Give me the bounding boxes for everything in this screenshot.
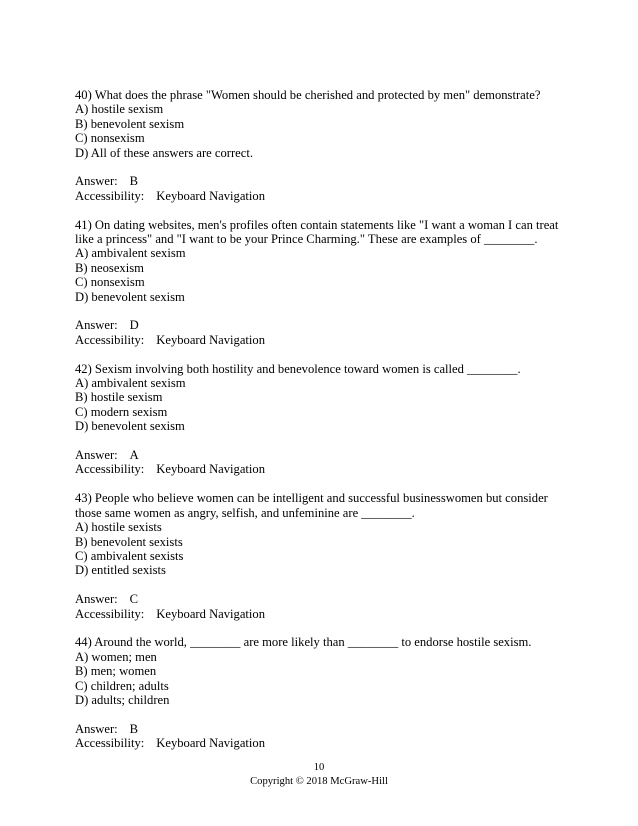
question-stem: 44) Around the world, ________ are more likely than ________ to endorse hostile sexism. <box>75 635 532 650</box>
accessibility-line <box>75 462 575 476</box>
accessibility-line <box>75 607 575 621</box>
option-c: C) children; adults <box>75 678 169 693</box>
question-43 <box>75 491 575 577</box>
option-a: A) ambivalent sexism <box>75 376 186 391</box>
option-c: C) ambivalent sexists <box>75 548 184 563</box>
question-stem: 42) Sexism involving both hostility and benevolence toward women is called ________. <box>75 361 521 376</box>
option-d: D) All of these answers are correct. <box>75 145 253 160</box>
option-b: B) benevolent sexism <box>75 116 185 131</box>
option-a: A) hostile sexism <box>75 102 164 117</box>
question-stem: 41) On dating websites, men's profiles often contain statements like "I want a woman I can treat <box>75 217 559 232</box>
question-stem-continued: those same women as angry, selfish, and unfeminine are ________. <box>75 505 415 520</box>
document-body <box>75 88 575 765</box>
option-b: B) benevolent sexists <box>75 534 183 549</box>
answer-value: C <box>129 592 139 607</box>
accessibility-label: Accessibility: <box>75 188 145 203</box>
answer-value: B <box>129 174 139 189</box>
accessibility-label: Accessibility: <box>75 606 145 621</box>
question-stem: 40) What does the phrase "Women should be cherished and protected by men" demonstrate? <box>75 88 541 102</box>
accessibility-label: Accessibility: <box>75 462 145 477</box>
option-b: B) neosexism <box>75 260 144 275</box>
answer-line <box>75 448 575 462</box>
answer-label: Answer: <box>75 592 118 607</box>
answer-label: Answer: <box>75 448 118 463</box>
accessibility-value: Keyboard Navigation <box>156 736 266 751</box>
answer-label: Answer: <box>75 174 118 189</box>
copyright-notice: Copyright © 2018 McGraw-Hill <box>250 776 388 787</box>
answer-block-43 <box>75 592 575 621</box>
question-40 <box>75 88 575 160</box>
option-a: A) ambivalent sexism <box>75 246 186 261</box>
question-42 <box>75 362 575 434</box>
option-b: B) hostile sexism <box>75 390 163 405</box>
accessibility-label: Accessibility: <box>75 332 145 347</box>
option-c: C) nonsexism <box>75 275 145 290</box>
page-number: 10 <box>313 762 325 773</box>
answer-value: A <box>129 448 139 463</box>
answer-line <box>75 722 575 736</box>
question-stem: 43) People who believe women can be intelligent and successful businesswomen but consider <box>75 491 548 506</box>
accessibility-value: Keyboard Navigation <box>156 462 266 477</box>
answer-value: B <box>129 721 139 736</box>
accessibility-line <box>75 736 575 750</box>
answer-line <box>75 318 575 332</box>
question-44 <box>75 635 575 707</box>
answer-value: D <box>129 318 139 333</box>
question-stem-continued: like a princess" and "I want to be your Prince Charming." These are examples of ________. <box>75 232 538 247</box>
answer-block-42 <box>75 448 575 477</box>
answer-label: Answer: <box>75 721 118 736</box>
option-b: B) men; women <box>75 664 157 679</box>
answer-line <box>75 174 575 188</box>
option-a: A) hostile sexists <box>75 520 162 535</box>
answer-block-41 <box>75 318 575 347</box>
option-c: C) modern sexism <box>75 404 168 419</box>
option-c: C) nonsexism <box>75 131 145 146</box>
accessibility-line <box>75 333 575 347</box>
answer-line <box>75 592 575 606</box>
option-d: D) benevolent sexism <box>75 289 185 304</box>
accessibility-line <box>75 189 575 203</box>
option-d: D) entitled sexists <box>75 563 166 578</box>
option-d: D) adults; children <box>75 692 170 707</box>
answer-label: Answer: <box>75 318 118 333</box>
accessibility-label: Accessibility: <box>75 736 145 751</box>
option-d: D) benevolent sexism <box>75 419 185 434</box>
option-a: A) women; men <box>75 649 157 664</box>
question-41 <box>75 218 575 304</box>
accessibility-value: Keyboard Navigation <box>156 332 266 347</box>
accessibility-value: Keyboard Navigation <box>156 606 266 621</box>
answer-block-40 <box>75 174 575 203</box>
answer-block-44 <box>75 722 575 751</box>
accessibility-value: Keyboard Navigation <box>156 188 266 203</box>
